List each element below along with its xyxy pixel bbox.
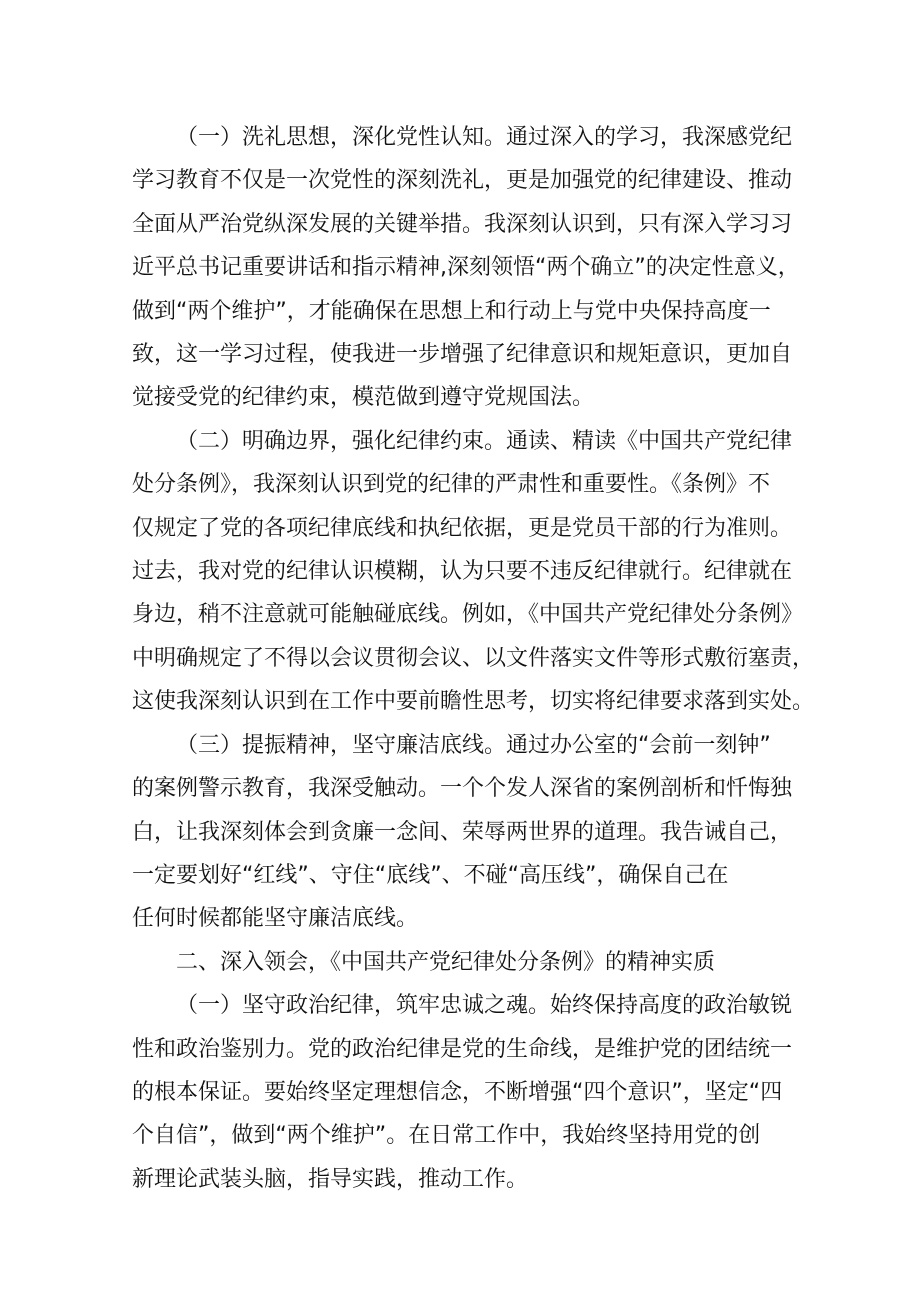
section-heading [132,941,804,984]
text-line: 身边，稍不注意就可能触碰底线。例如，《中国共产党纪律处分条例》 [132,602,804,628]
heading-line: 二、深入领会，《中国共产党纪律处分条例》的精神实质 [176,949,716,975]
text-line: 过去，我对党的纪律认识模糊，认为只要不违反纪律就行。纪律就在 [132,559,793,585]
text-line: 全面从严治党纵深发展的关键举措。我深刻认识到，只有深入学习习 [132,211,793,237]
document-body [132,116,815,1201]
text-line: （二）明确边界，强化纪律约束。通读、精读《中国共产党纪律 [176,428,793,454]
text-line: 中明确规定了不得以会议贯彻会议、以文件落实文件等形式敷衍塞责， [132,645,815,671]
text-line: 觉接受党的纪律约束，模范做到遵守党规国法。 [132,385,595,411]
text-line: 做到“两个维护”，才能确保在思想上和行动上与党中央保持高度一 [132,298,771,324]
text-line: 个自信”，做到“两个维护”。在日常工作中，我始终坚持用党的创 [132,1123,761,1149]
text-line: （一）坚守政治纪律，筑牢忠诚之魂。始终保持高度的政治敏锐 [176,993,793,1019]
text-line: 的案例警示教育，我深受触动。一个个发人深省的案例剖析和忏悔独 [132,776,793,802]
text-line: 处分条例》，我深刻认识到党的纪律的严肃性和重要性。《条例》不 [132,472,771,498]
paragraph-2 [132,420,815,724]
text-line: 任何时候都能坚守廉洁底线。 [132,906,419,932]
paragraph-1 [132,116,804,420]
text-line: 白，让我深刻体会到贪廉一念间、荣辱两世界的道理。我告诫自己， [132,819,793,845]
paragraph-4 [132,984,804,1201]
text-line: 学习教育不仅是一次党性的深刻洗礼，更是加强党的纪律建设、推动 [132,168,793,194]
text-line: 近平总书记重要讲话和指示精神,深刻领悟“两个确立”的决定性意义， [132,255,800,281]
text-line: （一）洗礼思想，深化党性认知。通过深入的学习，我深感党纪 [176,125,793,150]
text-line: 这使我深刻认识到在工作中要前瞻性思考，切实将纪律要求落到实处。 [132,689,815,715]
text-line: （三）提振精神，坚守廉洁底线。通过办公室的“会前一刻钟” [176,732,771,758]
text-line: 一定要划好“红线”、守住“底线”、不碰“高压线”，确保自己在 [132,862,729,888]
text-line: 仅规定了党的各项纪律底线和执纪依据，更是党员干部的行为准则。 [132,515,793,541]
paragraph-3 [132,724,804,941]
text-line: 致，这一学习过程，使我进一步增强了纪律意识和规矩意识，更加自 [132,342,793,368]
text-line: 新理论武装头脑，指导实践，推动工作。 [132,1166,529,1192]
text-line: 性和政治鉴别力。党的政治纪律是党的生命线，是维护党的团结统一 [132,1036,793,1062]
text-line: 的根本保证。要始终坚定理想信念，不断增强“四个意识”，坚定“四 [132,1079,783,1105]
